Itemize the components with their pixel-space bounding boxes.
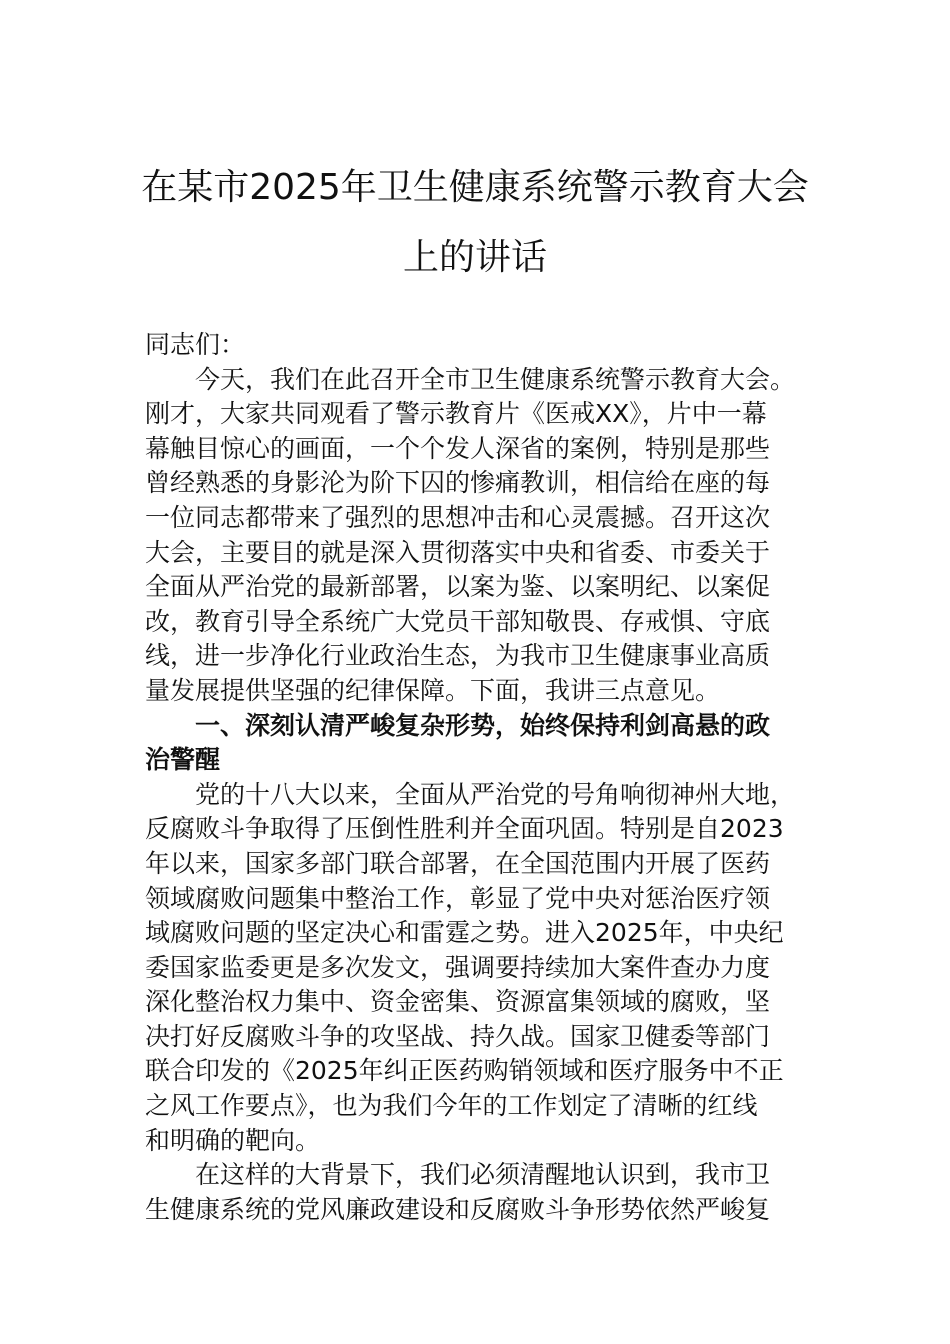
paragraph-line: 在这样的大背景下，我们必须清醒地认识到，我市卫 [195, 1160, 771, 1190]
paragraph-line: 联合印发的《2025年纠正医药购销领域和医疗服务中不正 [145, 1056, 784, 1086]
document-title-line-1: 在某市2025年卫生健康系统警示教育大会 [141, 167, 809, 208]
paragraph-line: 和明确的靶向。 [145, 1125, 321, 1155]
section-heading-line: 一、深刻认清严峻复杂形势，始终保持利剑高悬的政 [195, 710, 771, 740]
paragraph-line: 深化整治权力集中、资金密集、资源富集领域的腐败，坚 [145, 987, 771, 1017]
paragraph-line: 党的十八大以来，全面从严治党的号角响彻神州大地， [195, 779, 796, 809]
document-body [145, 328, 835, 1227]
paragraph-line: 域腐败问题的坚定决心和雷霆之势。进入2025年，中央纪 [145, 918, 784, 948]
paragraph-line: 全面从严治党的最新部署，以案为鉴、以案明纪、以案促 [145, 572, 771, 602]
paragraph-line: 反腐败斗争取得了压倒性胜利并全面巩固。特别是自2023 [145, 814, 784, 844]
paragraph-line: 决打好反腐败斗争的攻坚战、持久战。国家卫健委等部门 [145, 1021, 771, 1051]
paragraph-line: 刚才，大家共同观看了警示教育片《医戒XX》，片中一幕 [145, 399, 767, 429]
paragraph-line: 年以来，国家多部门联合部署，在全国范围内开展了医药 [145, 848, 771, 878]
paragraph-line: 一位同志都带来了强烈的思想冲击和心灵震撼。召开这次 [145, 502, 771, 532]
paragraph-line: 线，进一步净化行业政治生态，为我市卫生健康事业高质 [145, 641, 771, 671]
document-title-line-2: 上的讲话 [402, 237, 547, 278]
salutation: 同志们： [145, 330, 246, 359]
paragraph-line: 大会，主要目的就是深入贯彻落实中央和省委、市委关于 [145, 537, 771, 567]
paragraph-line: 领域腐败问题集中整治工作，彰显了党中央对惩治医疗领 [145, 883, 771, 913]
paragraph-line: 量发展提供坚强的纪律保障。下面，我讲三点意见。 [145, 675, 721, 705]
section-heading-line: 治警醒 [145, 745, 221, 775]
paragraph-line: 曾经熟悉的身影沦为阶下囚的惨痛教训，相信给在座的每 [145, 468, 771, 498]
paragraph-line: 今天，我们在此召开全市卫生健康系统警示教育大会。 [195, 364, 796, 394]
paragraph-line: 委国家监委更是多次发文，强调要持续加大案件查办力度 [145, 952, 771, 982]
paragraph-line: 改，教育引导全系统广大党员干部知敬畏、存戒惧、守底 [145, 606, 771, 636]
paragraph-line: 生健康系统的党风廉政建设和反腐败斗争形势依然严峻复 [145, 1194, 771, 1224]
paragraph-line: 幕触目惊心的画面，一个个发人深省的案例，特别是那些 [145, 433, 771, 463]
paragraph-line: 之风工作要点》，也为我们今年的工作划定了清晰的红线 [145, 1091, 758, 1121]
